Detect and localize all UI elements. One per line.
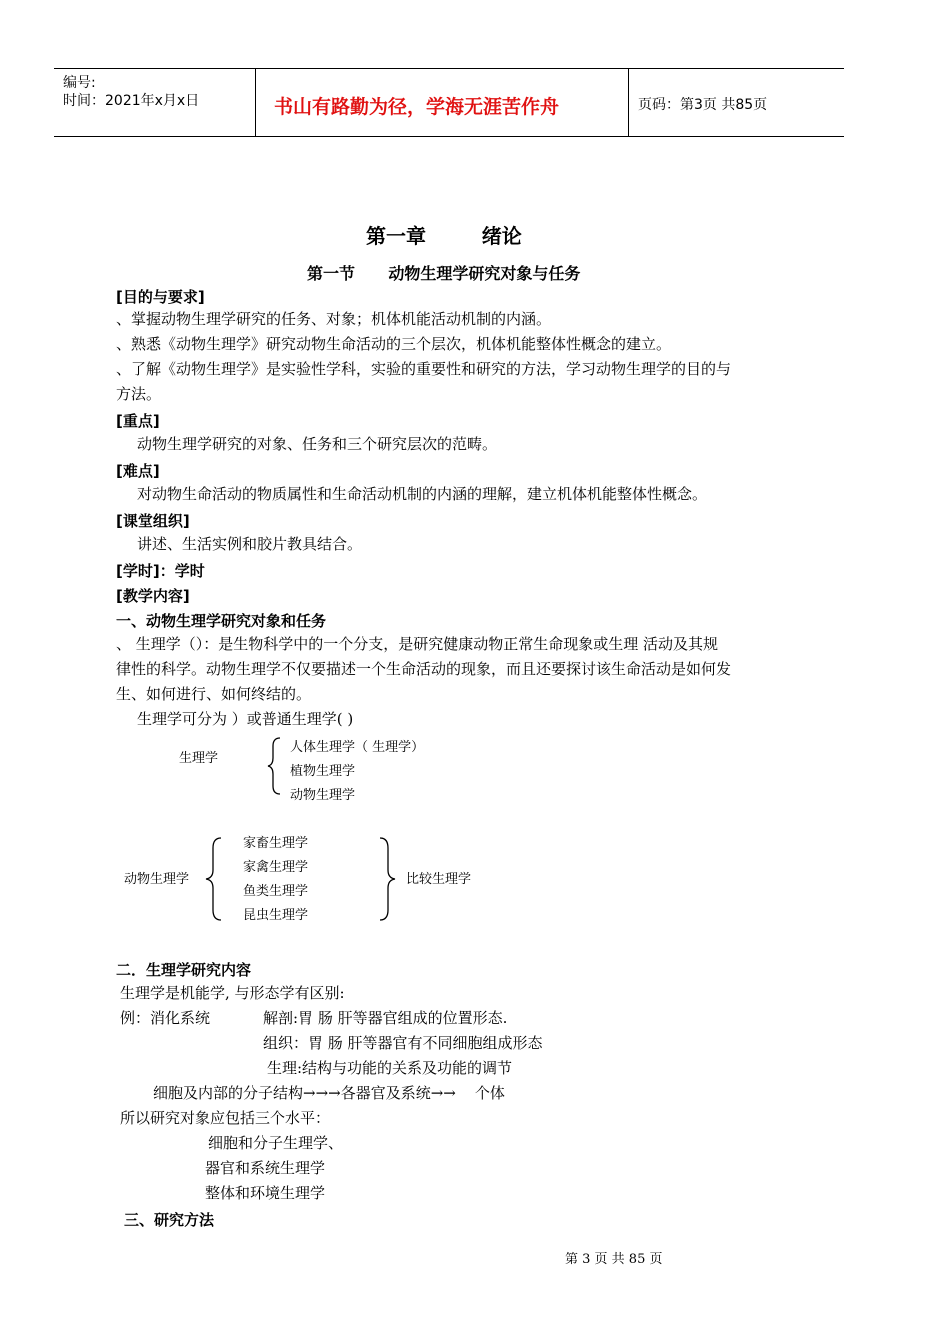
diagram2-branch-3: 鱼类生理学 xyxy=(243,884,309,899)
part1-line-3: 生、如何进行、如何终结的。 xyxy=(116,685,312,703)
part2-anatomy: 解剖:胃 肠 肝等器官组成的位置形态. xyxy=(263,1009,508,1027)
diagram2-branch-4: 昆虫生理学 xyxy=(243,908,309,923)
part3-heading: 三、研究方法 xyxy=(124,1211,215,1229)
part2-intro: 生理学是机能学, 与形态学有区别: xyxy=(120,984,345,1002)
part2-chain: 细胞及内部的分子结构→→→各器官及系统→→ 个体 xyxy=(153,1084,505,1102)
section-title: 第一节 动物生理学研究对象与任务 xyxy=(307,264,581,283)
content-heading: [教学内容] xyxy=(116,587,190,605)
key-points-heading: [重点] xyxy=(116,412,160,430)
part1-line-4: 生理学可分为 ）或普通生理学( ) xyxy=(137,710,354,728)
diagram2-branch-2: 家禽生理学 xyxy=(243,860,309,875)
chapter-title: 第一章 绪论 xyxy=(366,224,522,248)
key-points-text: 动物生理学研究的对象、任务和三个研究层次的范畴。 xyxy=(137,435,498,453)
header-motto: 书山有路勤为径，学海无涯苦作舟 xyxy=(274,96,560,118)
page-footer: 第 3 页 共 85 页 xyxy=(565,1252,663,1267)
part2-histology: 组织：胃 肠 肝等器官有不同细胞组成形态 xyxy=(263,1034,543,1052)
part1-line-1: 、 生理学（）：是生物科学中的一个分支，是研究健康动物正常生命现象或生理 活动及其规 xyxy=(116,635,719,653)
part2-level-1: 细胞和分子生理学、 xyxy=(208,1134,344,1152)
diagram1-branch-3: 动物生理学 xyxy=(290,788,356,803)
diagram2-root: 动物生理学 xyxy=(124,872,190,887)
part2-level-3: 整体和环境生理学 xyxy=(205,1184,326,1202)
objective-item-2: 、熟悉《动物生理学》研究动物生命活动的三个层次，机体机能整体性概念的建立。 xyxy=(116,335,672,353)
class-org-heading: [课堂组织] xyxy=(116,512,190,530)
diagram2-left-brace xyxy=(203,836,225,922)
diagram2-result: 比较生理学 xyxy=(406,872,472,887)
document-time-label: 时间：2021年x月x日 xyxy=(63,93,200,109)
part2-example-label: 例：消化系统 xyxy=(120,1009,211,1027)
objective-item-3: 、了解《动物生理学》是实验性学科，实验的重要性和研究的方法，学习动物生理学的目的与 xyxy=(116,360,732,378)
diagram1-brace xyxy=(266,736,286,796)
class-org-text: 讲述、生活实例和胶片教具结合。 xyxy=(137,535,363,553)
part2-level-2: 器官和系统生理学 xyxy=(205,1159,326,1177)
objective-item-3-cont: 方法。 xyxy=(116,385,162,403)
part1-heading: 一、动物生理学研究对象和任务 xyxy=(116,612,327,630)
diagram2-branch-1: 家畜生理学 xyxy=(243,836,309,851)
diagram1-branch-2: 植物生理学 xyxy=(290,764,356,779)
objectives-heading: [目的与要求] xyxy=(116,288,205,306)
diagram1-branch-1: 人体生理学（ 生理学） xyxy=(290,740,425,755)
part2-physiology: 生理:结构与功能的关系及功能的调节 xyxy=(267,1059,513,1077)
difficulties-text: 对动物生命活动的物质属性和生命活动机制的内涵的理解，建立机体机能整体性概念。 xyxy=(137,485,708,503)
document-number-label: 编号: xyxy=(63,75,96,91)
objective-item-1: 、掌握动物生理学研究的任务、对象；机体机能活动机制的内涵。 xyxy=(116,310,552,328)
difficulties-heading: [难点] xyxy=(116,462,160,480)
hours-heading: [学时]：学时 xyxy=(116,562,205,580)
diagram2-right-brace xyxy=(376,836,398,922)
part2-levels-intro: 所以研究对象应包括三个水平： xyxy=(120,1109,331,1127)
part1-line-2: 律性的科学。动物生理学不仅要描述一个生命活动的现象，而且还要探讨该生命活动是如何发 xyxy=(116,660,732,678)
page-counter-label: 页码：第3页 共85页 xyxy=(638,97,768,113)
part2-heading: 二．生理学研究内容 xyxy=(116,961,252,979)
diagram1-root: 生理学 xyxy=(179,751,219,766)
